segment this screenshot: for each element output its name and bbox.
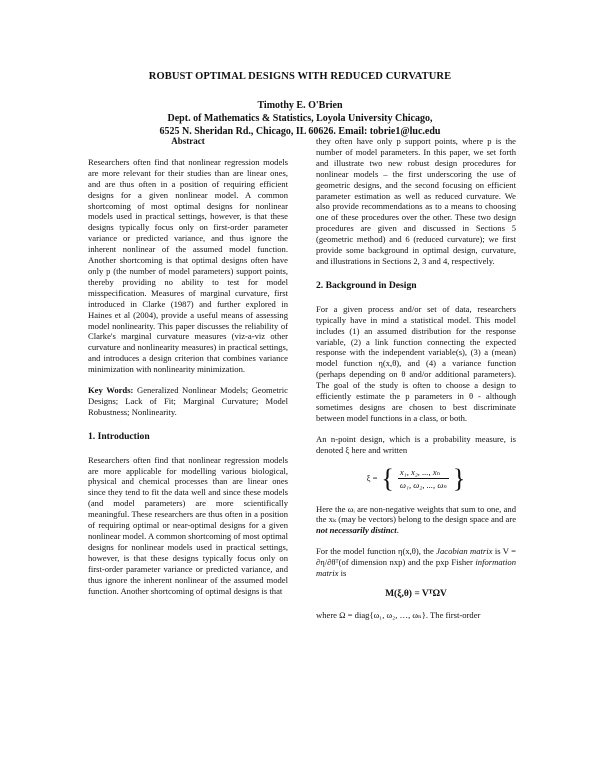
keywords <box>88 385 288 418</box>
jacobian-term: Jacobian matrix <box>436 546 493 557</box>
para-4-end: . <box>396 525 399 536</box>
para-5-text-a: For the model function η(x,θ), the <box>316 546 437 557</box>
left-brace-glyph: { <box>381 463 394 493</box>
design-equation <box>316 463 516 493</box>
design-weights-row: ω₁, ω₂, ..., ωₙ <box>399 480 447 491</box>
keywords-text: Generalized Nonlinear Models; Geometric Designs; Lack of Fit; Marginal Curvature; Model Robustness; Nonlinearity. <box>88 385 288 417</box>
para-5-text-c: is <box>338 568 347 579</box>
para-4-text: Here the ωᵢ are non-negative weights that sum to one, and the xₖ (may be vectors) belong to the design space and are <box>316 503 517 525</box>
author-address: 6525 N. Sheridan Rd., Chicago, IL 60626. Email: tobrie1@luc.edu <box>159 126 441 137</box>
keywords-label: Key Words: <box>88 385 134 396</box>
section-2-heading: 2. Background in Design <box>316 279 417 291</box>
information-matrix-term: information matrix <box>316 557 516 579</box>
right-para-5 <box>316 546 516 579</box>
section-1-heading: 1. Introduction <box>88 430 150 442</box>
right-para-3: An n-point design, which is a probability measure, is denoted ξ here and written <box>316 433 516 455</box>
left-column <box>88 136 288 606</box>
abstract-heading: Abstract <box>171 136 205 146</box>
right-para-4 <box>316 504 516 537</box>
paper-title: ROBUST OPTIMAL DESIGNS WITH REDUCED CURVATURE <box>148 71 452 82</box>
author-affiliation: Dept. of Mathematics & Statistics, Loyola University Chicago, <box>167 113 433 124</box>
design-matrix <box>398 466 449 491</box>
para-4-emphasis: not necessarily distinct <box>316 525 397 536</box>
right-para-6: where Ω = diag{ω₁, ω₂, …, ωₙ}. The first-order <box>316 609 481 620</box>
author-name: Timothy E. O'Brien <box>257 100 343 111</box>
fisher-equation: M(ξ,θ) = VᵀΩV <box>385 589 447 599</box>
design-points-row: x₁, x₂, ..., xₙ <box>398 466 449 479</box>
author-block <box>0 99 600 138</box>
right-column <box>316 136 516 631</box>
right-para-1: they often have only p support points, where p is the number of model parameters. In this paper, we set forth and illustrate two new robust design procedures for nonlinear models – the first underscoring the use of geometric designs, and the second focusing on efficient parameter estimation as well as reduced curvature. We also provide recommendations as to a means to choosing one of these procedures over the other. These two design procedures are given and discussed in Sections 5 (geometric method) and 6 (reduced curvature); we first provide some background in optimal design, curvature, and illustrations in Sections 2, 3 and 4, respectively. <box>316 136 516 266</box>
equation-lhs: ξ = <box>366 473 378 484</box>
right-brace-glyph: } <box>452 463 466 493</box>
section-1-text: Researchers often find that nonlinear regression models are more applicable for modelling various biological, physical and chemical processes than are linear ones since they tend to fit the data well and since these models (and model parameters) are more scientifically meaningful. These researchers are thus often in a position of requiring optimal or near-optimal designs for a given nonlinear model. A common shortcoming of most optimal designs for nonlinear models used in practical settings, however, is that these designs typically focus only on first-order parameter variance or predicted variance, and thus ignore the inherent nonlinear of the assumed model function. Another shortcoming of optimal designs is that <box>88 454 288 596</box>
abstract-text: Researchers often find that nonlinear regression models are more relevant for their studies than are linear ones, and are thus often in a position of requiring efficient designs for a given nonlinear model. A common shortcoming of most optimal designs for nonlinear models used in practical settings, however, is that these designs typically focus only on first-order parameter variance or predicted variance, and thus ignore the inherent nonlinear of the assumed model function. Another shortcoming is that optimal designs often have only p (the number of model parameters) support points, thereby providing no ability to test for model misspecification. Measures of marginal curvature, first introduced in Clarke (1987) and further explored in Haines et al (2004), provide a useful means of assessing model nonlinearity. This paper discusses the reliability of Clarke's marginal curvature measures (viz-a-viz other curvature and nonlinearity measures) in practical settings, and introduces a design criterion that combines variance minimization with nonlinearity minimization. <box>88 156 288 375</box>
right-para-2: For a given process and/or set of data, researchers typically have in mind a statistical model. This model includes (1) an assumed distribution for the response variable, (2) a link function connecting the expected response with the independent variable(s), (3) a (mean) model function η(x,θ), and (4) a variance function (perhaps depending on θ and/or additional parameters). The goal of the study is often to choose a design to efficiently estimate the p parameters in θ - although sometimes designs are chosen to best discriminate between model functions in a class, or both. <box>316 303 516 423</box>
para-5-text-b: is V = ∂η/∂θᵀ(of dimension nxp) and the pxp Fisher <box>316 546 517 568</box>
